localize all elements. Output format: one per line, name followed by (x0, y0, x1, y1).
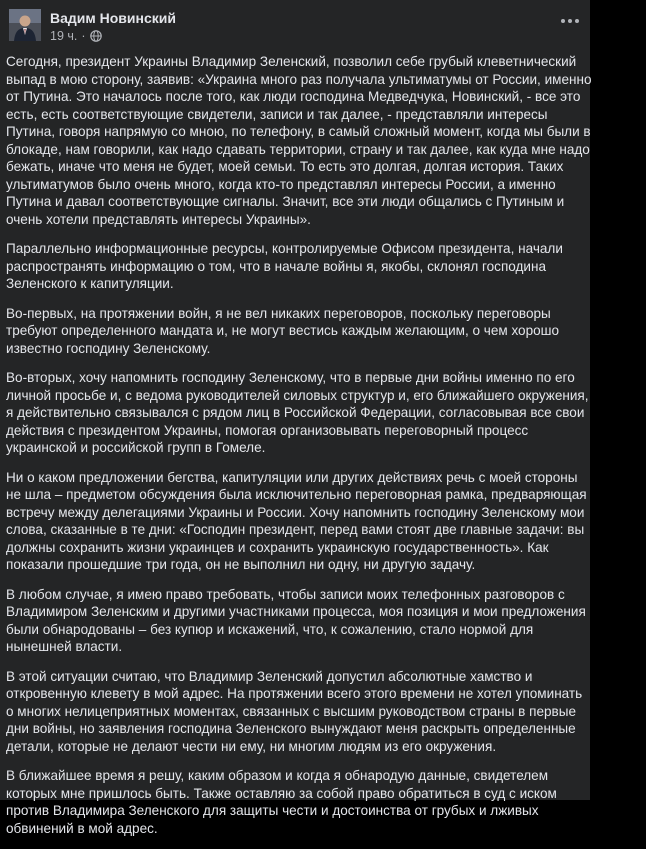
post-meta (50, 29, 102, 43)
paragraph-line: детали, которые не делают чести ни ему, ни многим людям из его окружения. (6, 738, 497, 754)
more-options-button[interactable] (558, 12, 582, 30)
paragraph-line: показали прошедшие три года, он не выполнил ни одну, ни другую задачу. (6, 557, 476, 572)
paragraph-line: распространять информацию о том, что в начале войны я, якобы, склонял господина (6, 258, 547, 274)
paragraph-line: против Владимира Зеленского для защиты чести и достоинства от грубых и лживых (6, 803, 539, 818)
paragraph-line: украинской и российской групп в Гомеле. (6, 440, 266, 455)
paragraph-line: действия с президентом Украины, помогая организовывать переговорный процесс (6, 422, 529, 438)
paragraph-line: не шла – предметом обсуждения была исключительно переговорная рамка, предваряющая (6, 487, 587, 502)
paragraph-line: Зеленского к капитуляции. (6, 276, 174, 291)
paragraph-line: Сегодня, президент Украины Владимир Зеленский, позволил себе грубый клеветнический (6, 54, 577, 69)
paragraph-line: Во-первых, на протяжении войн, я не вел никаких переговоров, поскольку переговоры (6, 305, 551, 321)
post-paragraph (6, 240, 646, 293)
paragraph-line: дни войны, но заявления господина Зеленского вынуждают меня раскрыть определенные (6, 721, 576, 736)
paragraph-line: ультиматумов было очень много, когда кто-то представлял интересы России, а именно (6, 176, 556, 192)
post-paragraph (6, 668, 646, 756)
paragraph-line: выпад в мою сторону, заявив: «Украина много раз получала ультиматумы от России, именно (6, 71, 592, 87)
paragraph-line: личной просьбе и, с ведома руководителей силовых структур и, его ближайшего окружения, (6, 387, 589, 403)
post-paragraph (6, 586, 646, 656)
paragraph-line: которых мне пришлось быть. Также оставляю за собой право обратиться в суд с иском (6, 785, 557, 801)
paragraph-line: я действительно связывался с рядом лиц в Российской Федерации, согласовывая все свои (6, 405, 585, 420)
post-paragraph (6, 767, 646, 837)
paragraph-line: должны сохранить жизни украинцев и сохранить украинскую государственность». Как (6, 539, 549, 555)
profile-photo-icon (9, 9, 41, 41)
post-header (0, 0, 590, 50)
paragraph-line: Владимиром Зеленским и другими участниками процесса, моя позиция и мои предложения (6, 604, 586, 619)
paragraph-line: были обнародованы – без купюр и искажений, что, к сожалению, стало нормой для (6, 621, 534, 637)
paragraph-line: есть, есть соответствующие свидетели, записи и так далее, - представляли интересы (6, 106, 548, 122)
paragraph-line: В ближайшее время я решу, каким образом и когда я обнародую данные, свидетелем (6, 768, 549, 783)
paragraph-line: Путина, говоря напрямую со мною, по телефону, в самый сложный момент, когда мы были в (6, 124, 591, 139)
paragraph-line: бежать, иначе что меня не будет, моей семьи. То есть это долгая, долгая история. Таких (6, 159, 564, 174)
paragraph-line: В этой ситуации считаю, что Владимир Зеленский допустил абсолютные хамство и (6, 668, 533, 684)
globe-icon[interactable] (90, 30, 102, 42)
paragraph-line: встречу между делегациями Украины и России. Хочу напомнить господину Зеленскому мои (6, 504, 585, 520)
paragraph-line: В любом случае, я имею право требовать, чтобы записи моих телефонных разговоров с (6, 586, 565, 602)
paragraph-line: Путина и давал соответствующие сигналы. Значит, все эти люди общались с Путиным и (6, 194, 565, 209)
paragraph-line: известно господину Зеленскому. (6, 340, 211, 356)
post-timestamp[interactable]: 19 ч. (50, 29, 78, 43)
paragraph-line: блокаде, нам говорили, как надо сдавать территории, страну и так далее, как куда мне надо (6, 141, 590, 157)
paragraph-line: очень хотели представлять интересы Украины». (6, 211, 311, 227)
paragraph-line: требуют определенного мандата и, не могут вестись каждым желающим, о чем хорошо (6, 323, 560, 338)
more-options-icon (560, 18, 580, 24)
paragraph-line: от Путина. Это началось после того, как люди господина Медведчука, Новинский, - все это (6, 89, 581, 104)
paragraph-line: обвинений в мой адрес. (6, 820, 158, 836)
author-avatar[interactable] (9, 9, 41, 41)
post-paragraph (6, 369, 646, 457)
paragraph-line: слова, сказанные в те дни: «Господин президент, перед вами стоят две главные задачи: вы (6, 522, 585, 537)
paragraph-line: о многих нелицеприятных моментах, связанных с высшим руководством страны в первые (6, 703, 576, 719)
author-name[interactable]: Вадим Новинский (50, 10, 176, 26)
paragraph-line: нынешней власти. (6, 639, 123, 654)
paragraph-line: Параллельно информационные ресурсы, контролируемые Офисом президента, начали (6, 241, 563, 256)
paragraph-line: откровенную клевету в мой адрес. На протяжении всего этого времени не хотел упоминать (6, 686, 583, 701)
paragraph-line: Ни о каком предложении бегства, капитуляции или других действиях речь с моей стороны (6, 469, 578, 485)
post-paragraph (6, 53, 646, 228)
post-paragraph (6, 469, 646, 574)
post-text (6, 53, 646, 849)
meta-separator: · (81, 29, 86, 43)
post-paragraph (6, 305, 646, 358)
paragraph-line: Во-вторых, хочу напомнить господину Зеленскому, что в первые дни войны именно по его (6, 370, 575, 385)
